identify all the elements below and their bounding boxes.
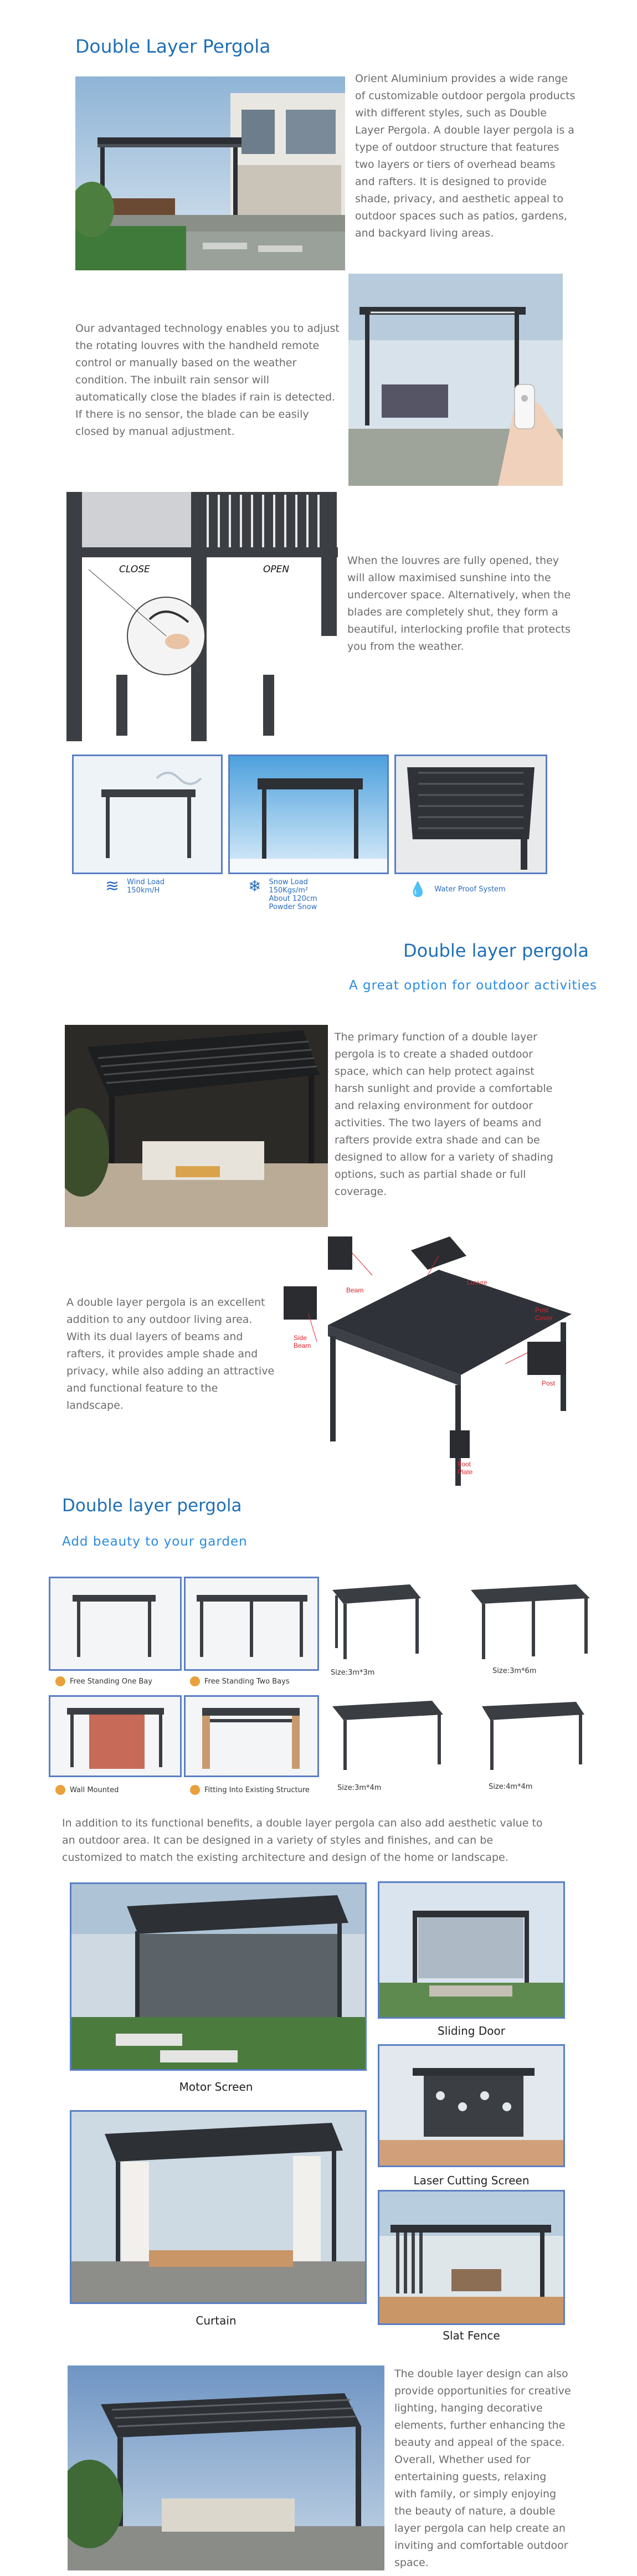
technology-paragraph: Our advantaged technology enables you to adjust the rotating louvres with the handheld remote control or manually based on the weather condition. The inbuilt rain sensor will automatically close the blades if rain is detected. If there is no sensor, the blade can be easily closed by manual adjustment.: [75, 322, 340, 438]
aesthetic-paragraph: In addition to its functional benefits, a double layer pergola can also add aesthetic value to an outdoor area. It can be designed in a variety of styles and finishes, and can be customized to match the existing architecture and design of the home or landscape.: [62, 1817, 543, 1864]
pergola-parts-diagram: [284, 1231, 577, 1486]
type-size-4x4: [476, 1695, 587, 1773]
section3-subtitle: Add beauty to your garden: [62, 1535, 248, 1549]
type-label-wall-mounted: Wall Mounted: [55, 1785, 119, 1795]
section3-title: Double layer pergola: [62, 1496, 242, 1516]
feature-panel-wind: [72, 755, 223, 874]
hero-house-photo: [75, 76, 345, 270]
motor-screen-caption: Motor Screen: [179, 2080, 253, 2093]
closing-paragraph: The double layer design can also provide opportunities for creative lighting, hanging decorative elements, further enhancing the beauty and appeal of the space. Overall, Whether used for entertaining guests, relaxing with family, or simply enjoying the beauty of nature, a double layer pergola can help create an inviting and comfortable outdoor space.: [394, 2368, 571, 2569]
type-size-3x3: [327, 1579, 424, 1667]
section2-subtitle: A great option for outdoor activities: [349, 978, 598, 993]
part-label-post-cover: Post Cover: [535, 1306, 553, 1322]
sliding-door-caption: Sliding Door: [438, 2024, 505, 2038]
feature-waterproof: 💧 Water Proof System: [409, 881, 506, 897]
close-label: CLOSE: [119, 564, 150, 575]
type-free-standing-one-bay: [49, 1577, 182, 1671]
louvre-paragraph: When the louvres are fully opened, they will allow maximised sunshine into the undercover space. Alternatively, when the blades are completely shut, they form a beautiful, interlocking profile that protects you from the weather.: [347, 555, 571, 653]
type-label-fitting: Fitting Into Existing Structure: [190, 1785, 310, 1795]
slat-fence-caption: Slat Fence: [443, 2329, 500, 2342]
feature-panel-waterproof: [394, 755, 547, 874]
feature-snow: ❄ Snow Load 150Kgs/m² About 120cm Powder Snow: [248, 878, 317, 911]
pergola-evening-photo: [68, 2365, 384, 2570]
page-title: Double Layer Pergola: [75, 35, 271, 57]
type-label-4x4: Size:4m*4m: [489, 1783, 533, 1791]
slat-fence-photo: [378, 2190, 565, 2325]
laser-cutting-screen-photo: [378, 2044, 565, 2167]
function-paragraph: The primary function of a double layer pergola is to create a shaded outdoor space, which can help protect against harsh sunlight and provide a comfortable and relaxing environment for outdoor activities. The two layers of beams and rafters provide extra shade and can be designed to allow for a variety of shading options, such as partial shade or full coverage.: [335, 1031, 553, 1198]
type-label-3x3: Size:3m*3m: [331, 1669, 375, 1677]
bullet-icon: [55, 1676, 65, 1686]
louvre-open-close-diagram: [66, 492, 338, 741]
sliding-door-photo: [378, 1881, 565, 2019]
type-wall-mounted: [49, 1695, 182, 1777]
type-label-3x6: Size:3m*6m: [492, 1667, 537, 1675]
intro-paragraph: Orient Aluminium provides a wide range of customizable outdoor pergola products with different styles, such as Double Layer Pergola. A double layer pergola is a type of outdoor structure that features two layers or tiers of overhead beams and rafters. It is designed to provide shade, privacy, and aesthetic appeal to outdoor spaces such as patios, gardens, and backyard living areas.: [355, 73, 576, 239]
type-size-3x4: [327, 1695, 449, 1773]
addition-paragraph: A double layer pergola is an excellent addition to any outdoor living area. With its dual layers of beams and rafters, it provides ample shade and privacy, while also adding an attractive and functional feature to the landscape.: [66, 1296, 275, 1412]
part-label-side-beam: Side Beam: [294, 1334, 311, 1349]
curtain-caption: Curtain: [196, 2314, 237, 2327]
remote-control-photo: [348, 274, 563, 486]
feature-wind: ≋ Wind Load 150km/H: [105, 877, 165, 895]
laser-cutting-caption: Laser Cutting Screen: [413, 2174, 530, 2187]
type-size-3x6: [465, 1579, 593, 1667]
pergola-lounge-photo: [65, 1025, 328, 1227]
wind-icon: ≋: [105, 877, 120, 895]
bullet-icon: [190, 1785, 200, 1795]
type-fitting-existing-structure: [184, 1695, 319, 1777]
snowflake-icon: ❄: [248, 878, 261, 895]
part-label-beam: Beam: [346, 1286, 364, 1294]
type-label-one-bay: Free Standing One Bay: [55, 1676, 152, 1686]
part-label-louvre: Louvre: [467, 1279, 487, 1286]
water-drop-icon: 💧: [409, 881, 427, 897]
open-label: OPEN: [263, 564, 290, 575]
motor-screen-photo: [70, 1882, 367, 2071]
part-label-foot-plate: Foot Plate: [458, 1460, 473, 1476]
part-label-post: Post: [542, 1379, 556, 1387]
type-label-two-bays: Free Standing Two Bays: [190, 1676, 290, 1686]
feature-panel-snow: [228, 755, 389, 874]
section2-title: Double layer pergola: [403, 940, 589, 961]
curtain-photo: [70, 2110, 367, 2304]
type-label-3x4: Size:3m*4m: [337, 1784, 382, 1792]
type-free-standing-two-bays: [184, 1577, 319, 1671]
bullet-icon: [190, 1676, 200, 1686]
bullet-icon: [55, 1785, 65, 1795]
